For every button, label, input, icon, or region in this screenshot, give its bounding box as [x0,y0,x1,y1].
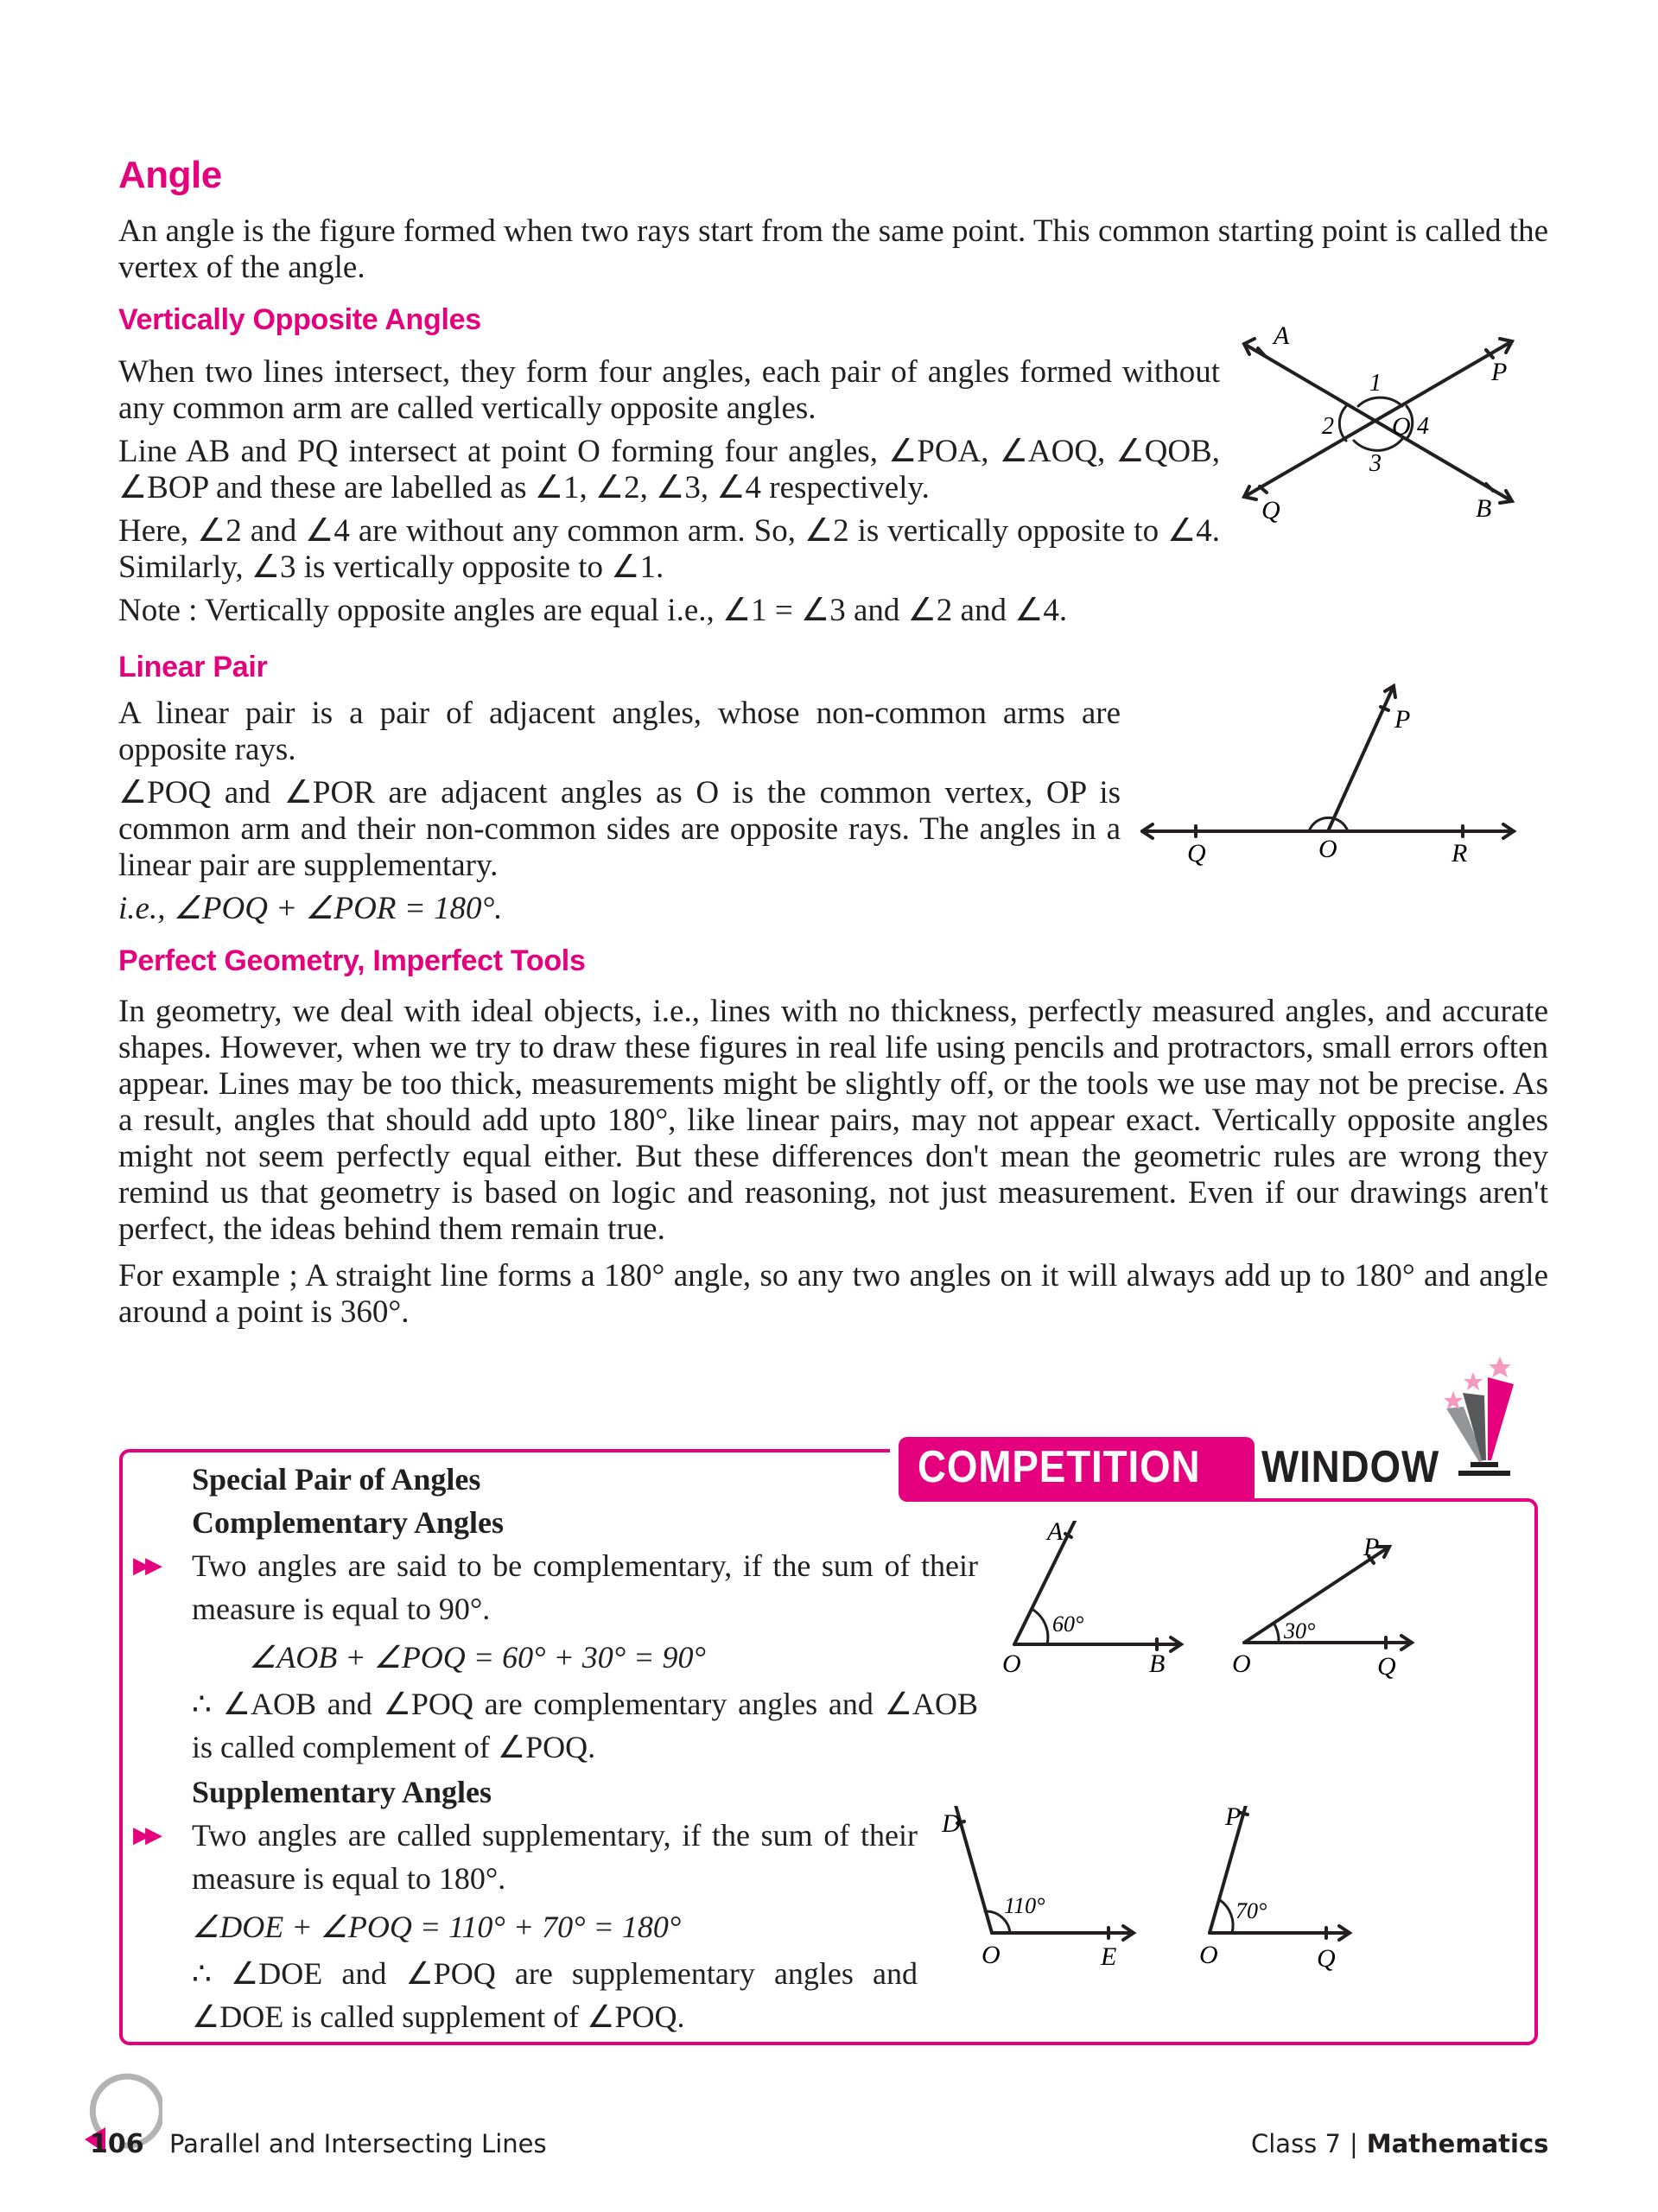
complementary-heading: Complementary Angles [192,1505,504,1540]
label-angle-3: 3 [1369,450,1382,477]
label-Q: Q [1377,1652,1396,1681]
label-angle-1: 1 [1369,370,1382,397]
section-title-perfect-geometry: Perfect Geometry, Imperfect Tools [118,944,586,977]
label-P: P [1394,705,1411,734]
vo-paragraph-2: Line AB and PQ intersect at point O forming four angles, ∠POA, ∠AOQ, ∠QOB, ∠BOP and these are labelled as ∠1, ∠2, ∠3, ∠4 respectively. [118,434,1220,505]
page-number: 106 [90,2129,144,2159]
pg-example: For example ; A straight line forms a 180° angle, so any two angles on it will always add up to 180° and angle around a point is 360°. [118,1258,1548,1330]
label-D: D [942,1809,961,1838]
section-title-linear-pair: Linear Pair [118,651,268,683]
vo-paragraph-1: When two lines intersect, they form four angles, each pair of angles formed without any common arm are called vertically opposite angles. [118,354,1220,426]
label-O: O [1392,412,1411,441]
supplementary-equation: ∠DOE + ∠POQ = 110° + 70° = 180° [192,1910,682,1944]
label-B: B [1149,1649,1166,1678]
special-pair-heading: Special Pair of Angles [192,1462,481,1497]
lp-equation: i.e., ∠POQ + ∠POR = 180°. [118,891,503,926]
label-angle-2: 2 [1322,413,1334,440]
supplementary-definition: Two angles are called supplementary, if the sum of their measure is equal to 180°. [192,1818,918,1896]
window-label: WINDOW [1261,1442,1440,1492]
label-O: O [981,1941,1001,1969]
supplementary-angles-figure [942,1806,1529,2022]
linear-pair-text [118,696,1121,927]
label-O: O [1199,1941,1218,1969]
section-title-vertically-opposite: Vertically Opposite Angles [118,303,481,336]
double-chevron-right-icon: ▶▶ [133,1553,157,1578]
complementary-equation: ∠AOB + ∠POQ = 60° + 30° = 90° [249,1640,706,1675]
vertically-opposite-text [118,354,1220,629]
lp-paragraph-1: A linear pair is a pair of adjacent angles, whose non-common arms are opposite rays. [118,696,1121,767]
class-label: Class 7 [1251,2129,1341,2158]
label-E: E [1101,1942,1117,1971]
subject-label: Mathematics [1366,2129,1549,2158]
label-Q: Q [1261,496,1280,524]
vo-note: Note : Vertically opposite angles are equal i.e., ∠1 = ∠3 and ∠2 and ∠4. [118,593,1068,628]
label-O: O [1002,1649,1021,1678]
label-O: O [1318,835,1337,863]
angle-110: 110° [1004,1893,1045,1918]
pg-paragraph-1: In geometry, we deal with ideal objects, i.e., lines with no thickness, perfectly measured angles, and accurate shapes. However, when we try to draw these figures in real life using pencils and protractors, small errors often appear. Lines may be too thick, measurements might be slightly off, or the tools we use may not be precise. As a result, angles that should add upto 180°, like linear pairs, may not appear exact. Vertically opposite angles might not seem perfectly equal either. But these differences don't mean the geometric rules are wrong they remind us that geometry is based on logic and reasoning, not just measurement. Even if our drawings aren't perfect, the ideas behind them remain true. [118,994,1548,1247]
trophy-stars-icon [1434,1357,1564,1503]
perfect-geometry-text [118,994,1548,1331]
competition-label: COMPETITION [918,1442,1201,1492]
intersecting-lines-figure [1236,320,1564,536]
label-A: A [1274,321,1290,350]
label-R: R [1452,839,1468,868]
label-P: P [1491,358,1508,386]
complementary-angles-figure [1002,1521,1521,1719]
angle-70: 70° [1236,1898,1267,1923]
label-B: B [1476,494,1492,523]
lp-paragraph-2: ∠POQ and ∠POR are adjacent angles as O is the common vertex, OP is common arm and their non-common sides are opposite rays. The angles in a linear pair are supplementary. [118,775,1121,883]
footer-class-subject [1251,2129,1548,2158]
label-Q: Q [1187,839,1206,868]
supplementary-heading: Supplementary Angles [192,1775,492,1809]
label-Q: Q [1317,1944,1336,1973]
angle-30: 30° [1284,1618,1316,1643]
competition-content [133,1458,987,2038]
double-chevron-right-icon: ▶▶ [133,1822,157,1847]
label-P: P [1225,1806,1242,1831]
supplementary-definition-item [133,1814,918,1900]
label-P: P [1363,1533,1380,1561]
label-A: A [1047,1521,1064,1546]
supplementary-conclusion: ∴ ∠DOE and ∠POQ are supplementary angles and ∠DOE is called supplement of ∠POQ. [192,1956,918,2034]
complementary-conclusion: ∴ ∠AOB and ∠POQ are complementary angles and ∠AOB is called complement of ∠POQ. [192,1687,978,1764]
label-O: O [1232,1649,1251,1678]
section-title-angle: Angle [118,154,222,196]
label-angle-4: 4 [1417,413,1429,440]
complementary-definition-item [133,1544,978,1630]
complementary-definition: Two angles are said to be complementary, if the sum of their measure is equal to 90°. [192,1548,978,1626]
angle-60: 60° [1052,1611,1084,1637]
footer-separator: | [1349,2129,1358,2158]
vo-paragraph-3: Here, ∠2 and ∠4 are without any common arm. So, ∠2 is vertically opposite to ∠4. Similarly, ∠3 is vertically opposite to ∠1. [118,513,1220,585]
angle-definition: An angle is the figure formed when two rays start from the same point. This common starting point is called the vertex of the angle. [118,213,1548,285]
chapter-title: Parallel and Intersecting Lines [169,2129,547,2158]
linear-pair-figure [1140,674,1572,890]
